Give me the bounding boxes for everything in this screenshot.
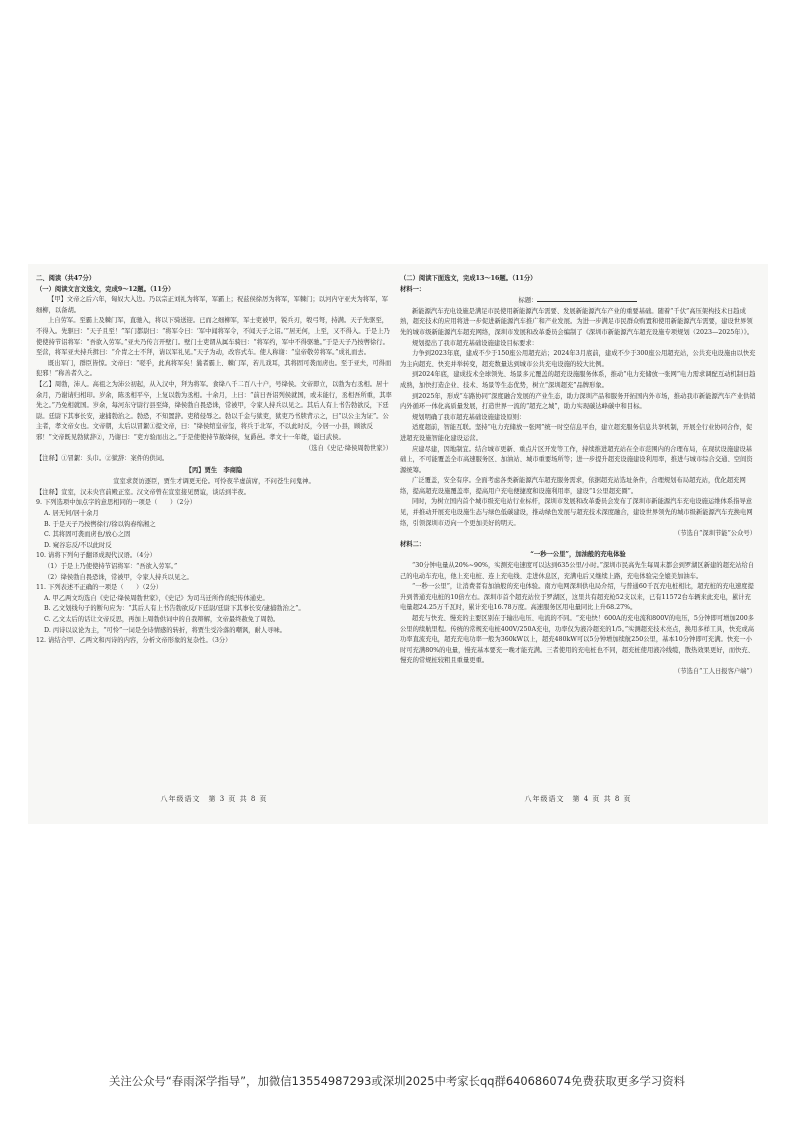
promo-footer-note: 关注公众号“春雨深学指导”，加微信13554987293或深圳2025中考家长qq群640686074免费获取更多学习资料	[108, 1074, 686, 1088]
question-9: 9. 下列选项中加点字的意思相同的一项是（ ）（2分）	[36, 499, 196, 507]
passage-jia-p1: 【甲】文帝之后六年，匈奴大入边。乃以宗正刘礼为将军，军霸上；祝兹侯徐厉为将军，军棘门；以河内守亚夫为将军，军细柳，以备胡。	[36, 296, 389, 314]
q9-option: A. 居无何/居十余月	[44, 510, 99, 518]
q11-option: A. 甲乙两文均选自《史记·绛侯周勃世家》，《史记》为司马迁所作的纪传体通史。	[44, 594, 269, 602]
poem-note: 【注释】宣室，汉未央宫前殿正室。汉文帝曾在宣室接见贾谊，谈话到半夜。	[36, 488, 251, 496]
subsection-heading-2: （二）阅读下面选文，完成13～16题。（11分）	[400, 275, 537, 282]
material-1-paragraph: 规划明确了我市超充基础设施建设原则：	[412, 413, 526, 421]
exam-page-4	[400, 274, 756, 818]
passage-jia-p2: 上自劳军。至霸上及棘门军，直驰入，将以下骑送迎。已而之细柳军，军士吏被甲，锐兵刃，彀弓弩，持满。天子先驱至，不得入。先驱曰：“天子且至！”军门都尉曰：“将军令曰：‘军中闻将军令，不闻天子之诏。’”居无何，上至，又不得入。于是上乃使使持节诏将军：“吾欲入劳军。”亚夫乃传言开壁门。壁门士吏谓从属车骑曰：“将军约，军中不得驱驰。”于是天子乃按辔徐行。至营，将军亚夫持兵揖曰：“介胄之士不拜，请以军礼见。”天子为动，改容式车。使人称谢：“皇帝敬劳将军。”成礼而去。	[36, 317, 390, 357]
page-footer-3: 八年级语文 第 3 页 共 8 页	[160, 795, 268, 803]
q10-item: （1）于是上乃使使持节诏将军：“吾欲入劳军。”	[44, 563, 178, 571]
material-1-paragraph: 广泛覆盖，安全有序。全面考虑各类新能源汽车超充服务需求，依据超充站选址条件，合理规划布局超充站，优化超充网络，提高超充设施覆盖率，提高用户充电便捷度和设施利用率，建设“1公里超充圈”。	[400, 477, 746, 495]
material-1-label: 材料一：	[400, 285, 426, 293]
material-2-paragraph: “30分钟电量从20%~90%，实测充电速度可以达到635公里/小时。”深圳市民高先生每周末都会到罗湖区新建的超充站给自己的电动车充电，他上充电桩、连上充电线、走进休息区，充满电后又继续上路，充电体验完全媲美加油车。	[400, 562, 755, 580]
q10-item: （2）绛侯勃自畏恐诛，常被甲，令家人持兵以见之。	[44, 573, 193, 581]
exam-page-3	[36, 274, 392, 818]
material-1-paragraph: 应建尽建，因地制宜。结合城市更新、重点片区开发等工作，持续推进超充站在全市范围内的合理布局，在现状设施建设基础上，不可能覆盖全市高速服务区、加油站、城市重要场所等；进一步提升超充设施建设利用率，推进与城市综合交通、空间资源统筹。	[400, 445, 753, 474]
title-answer-line	[537, 295, 637, 302]
q9-option: C. 其将固可袭而虏也/放心之固	[44, 531, 131, 539]
q9-option: D. 窥谷忘反/不以此时反	[44, 541, 112, 549]
material-1-paragraph: 新能源汽车充电设施是满足市民使用新能源汽车需要、发展新能源汽车产业的重要基础。随着“千伏”高压架构技术日趋成熟，超充技术的应用将进一步促进新能源汽车推广和产业发展。为进一步满足市民群众购置和使用新能源汽车需要，建设世界领先的城市级新能源汽车超充网络，深圳市发展和改革委员会编制了《深圳市新能源汽车超充设施专项规划（2023—2025年）》。	[400, 307, 754, 336]
material-2-paragraph: 超充与快充、慢充的主要区别在于输出电压、电流的不同。“充电快！600A的充电流和800V的电压，5分钟即可增加200多公里的续航里程。传统的常规充电桩400V/250A充电，功率仅为液冷超充的1/5。”实测超充技术亮点，换用多样工具，快充或高功率直流充电，超充充电功率一般为360kW以上，超充480kW可以5分钟增加续航250公里，基本10分钟即可充满。快充一小时可充满80%的电量，慢充基本要充一晚才能充满。三者使用的充电桩也不同，超充桩使用液冷线缆，散热效果更好，而快充、慢充的常规桩较粗且重量更重。	[400, 615, 755, 665]
passage-yi: 【乙】周勃，沛人。高祖之为沛公初起，从入汉中，拜为将军。食绛八千二百八十户，号绛侯。文帝即立，以勃为右丞相。居十余月，乃谢请归相印。岁余，陈丞相平卒，上复以勃为丞相。十余月，上曰：“前日吾诏列侯就国，或未能行，丞相吾所重，其率先之。”乃免相就国。岁余，每河东守尉行县至绛，绛侯勃自畏恐诛，常被甲，令家人持兵以见之。其后人有上书告勃欲反，下廷尉。廷尉下其事长安，逮捕勃治之。勃恐，不知置辞。吏稍侵辱之。勃以千金与狱吏，狱吏乃书牍背示之，曰“以公主为证”。公主者，孝文帝女也。文帝朝，太后以冒絮①提文帝，曰：“绛侯绾皇帝玺，将兵于北军，不以此时反，今居一小县，顾欲反邪！”文帝既见勃狱辞②，乃谢曰：“吏方验而出之。”于是使使持节赦绛侯，复爵邑。孝文十一年薨，谥曰武侯。	[36, 380, 392, 441]
title-label: 标题：	[518, 297, 538, 305]
subsection-heading: （一）阅读文言文选文，完成9～12题。（11分）	[36, 285, 175, 293]
material-1-title-blank	[400, 295, 756, 307]
q11-option: B. 乙文划线句子的断句应为：“其后人有上书告勃欲反/下廷尉/廷尉下其事长安/逮捕勃治之”。	[44, 605, 305, 613]
question-12: 12. 请结合甲、乙两文和丙诗的内容，分析文帝形象的复杂性。（3分）	[36, 637, 232, 645]
material-2-title: “一秒一公里”，加油般的充电体验	[530, 551, 626, 559]
question-10: 10. 请将下列句子翻译成现代汉语。（4分）	[36, 552, 156, 560]
q11-option: D. 丙诗以议论为主，“可怜”一词是全诗情感的转折，将贾生受冷落的嘲讽，耐人寻味。	[44, 626, 286, 634]
material-1-paragraph: 到2024年底，建成技术全球领先、场景多元覆盖的超充设施服务体系，推动“电力充储放一张网”电力需求调配互动机制日趋成熟，加快打造企业、技术、场景等生态优势，树立“深圳超充”品牌形象。	[400, 371, 756, 389]
material-1-source: （节选自“深圳节能”公众号）	[673, 530, 756, 538]
material-1-paragraph: 力争到2023年底，建成不少于150座公用超充站；2024年3月底前，建成不少于300座公用超充站，公共充电设施由以快充为主向超充、快充并举转变，超充数量达到城市公共充电设施的较大比例。	[400, 350, 756, 368]
material-1-paragraph: 同时，为树立国内首个城市级充电站行业标杆，深圳市发展和改革委员会发布了深圳市新能源汽车充电设施运维体系指导意见，并推动开展充电设施生态与绿色低碳建设，推动绿色发展与超充技术深度融合，建设世界领先的城市级新能源汽车充换电网络，引领深圳市迈向一个更加美好的明天。	[400, 498, 753, 527]
poem-title: 【丙】贾生 李商隐	[185, 466, 243, 474]
passage-note: 【注释】①冒絮：头巾。②狱辞：案件的供词。	[36, 455, 169, 463]
material-2-paragraph: “一秒一公里”，让消费者有加油般的充电体验。南方电网深圳供电局介绍，与普通60千瓦充电桩相比，超充桩的充电速度提升到普通充电桩的10倍左右。深圳市首个超充站位于罗湖区，这里共有超充枪52支以来，已有11572台车辆来此充电，累计充电量超24.25万千瓦时，累计充电16.78万度。高速服务区用电量同比上升68.27%。	[400, 583, 754, 612]
passage-jia-p3: 既出军门，群臣皆惊。文帝曰：“嗟乎，此真将军矣！曩者霸上、棘门军，若儿戏耳，其将固可袭而虏也。至于亚夫，可得而犯邪！”称善者久之。	[36, 359, 392, 378]
passage-yi-source: （选自《史记·绛侯周勃世家》）	[304, 444, 392, 452]
poem-text: 宣室求贤访逐臣，贾生才调更无伦。可怜夜半虚前席，不问苍生问鬼神。	[113, 478, 315, 486]
section-heading: 二、阅读（共47分）	[36, 275, 96, 282]
material-1-paragraph: 规划提出了我市超充基础设施建设目标要求：	[412, 339, 538, 347]
material-2-source: （节选自“工人日报客户端”）	[673, 667, 756, 675]
q9-option: B. 于是天子乃按辔徐行/徐以钩舂绵湘之	[44, 520, 156, 528]
question-11: 11. 下列表述不正确的一项是（ ）（2分）	[36, 584, 163, 592]
page-footer-4: 八年级语文 第 4 页 共 8 页	[524, 795, 632, 803]
q11-option: C. 乙文太后的话让文帝反思，再加上周勃供词中的自我辩解，文帝最终赦免了周勃。	[44, 616, 280, 623]
material-1-paragraph: 适度超前，智能互联。坚持“电力充储放一张网”统一时空信息平台，建立超充服务信息共享机制，开展全行业协同合作，促进超充设施智能化建设运营。	[400, 424, 753, 442]
material-1-paragraph: 到2025年，形成“车路协同”深度融合发展的产业生态，助力深圳产品和服务开拓国内外市场，推动我市新能源汽车产业供销内外循环一体化高质量发展，打造世界一流的“超充之城”，助力实现碳达峰碳中和目标。	[400, 392, 756, 411]
material-2-label: 材料二：	[400, 540, 426, 548]
